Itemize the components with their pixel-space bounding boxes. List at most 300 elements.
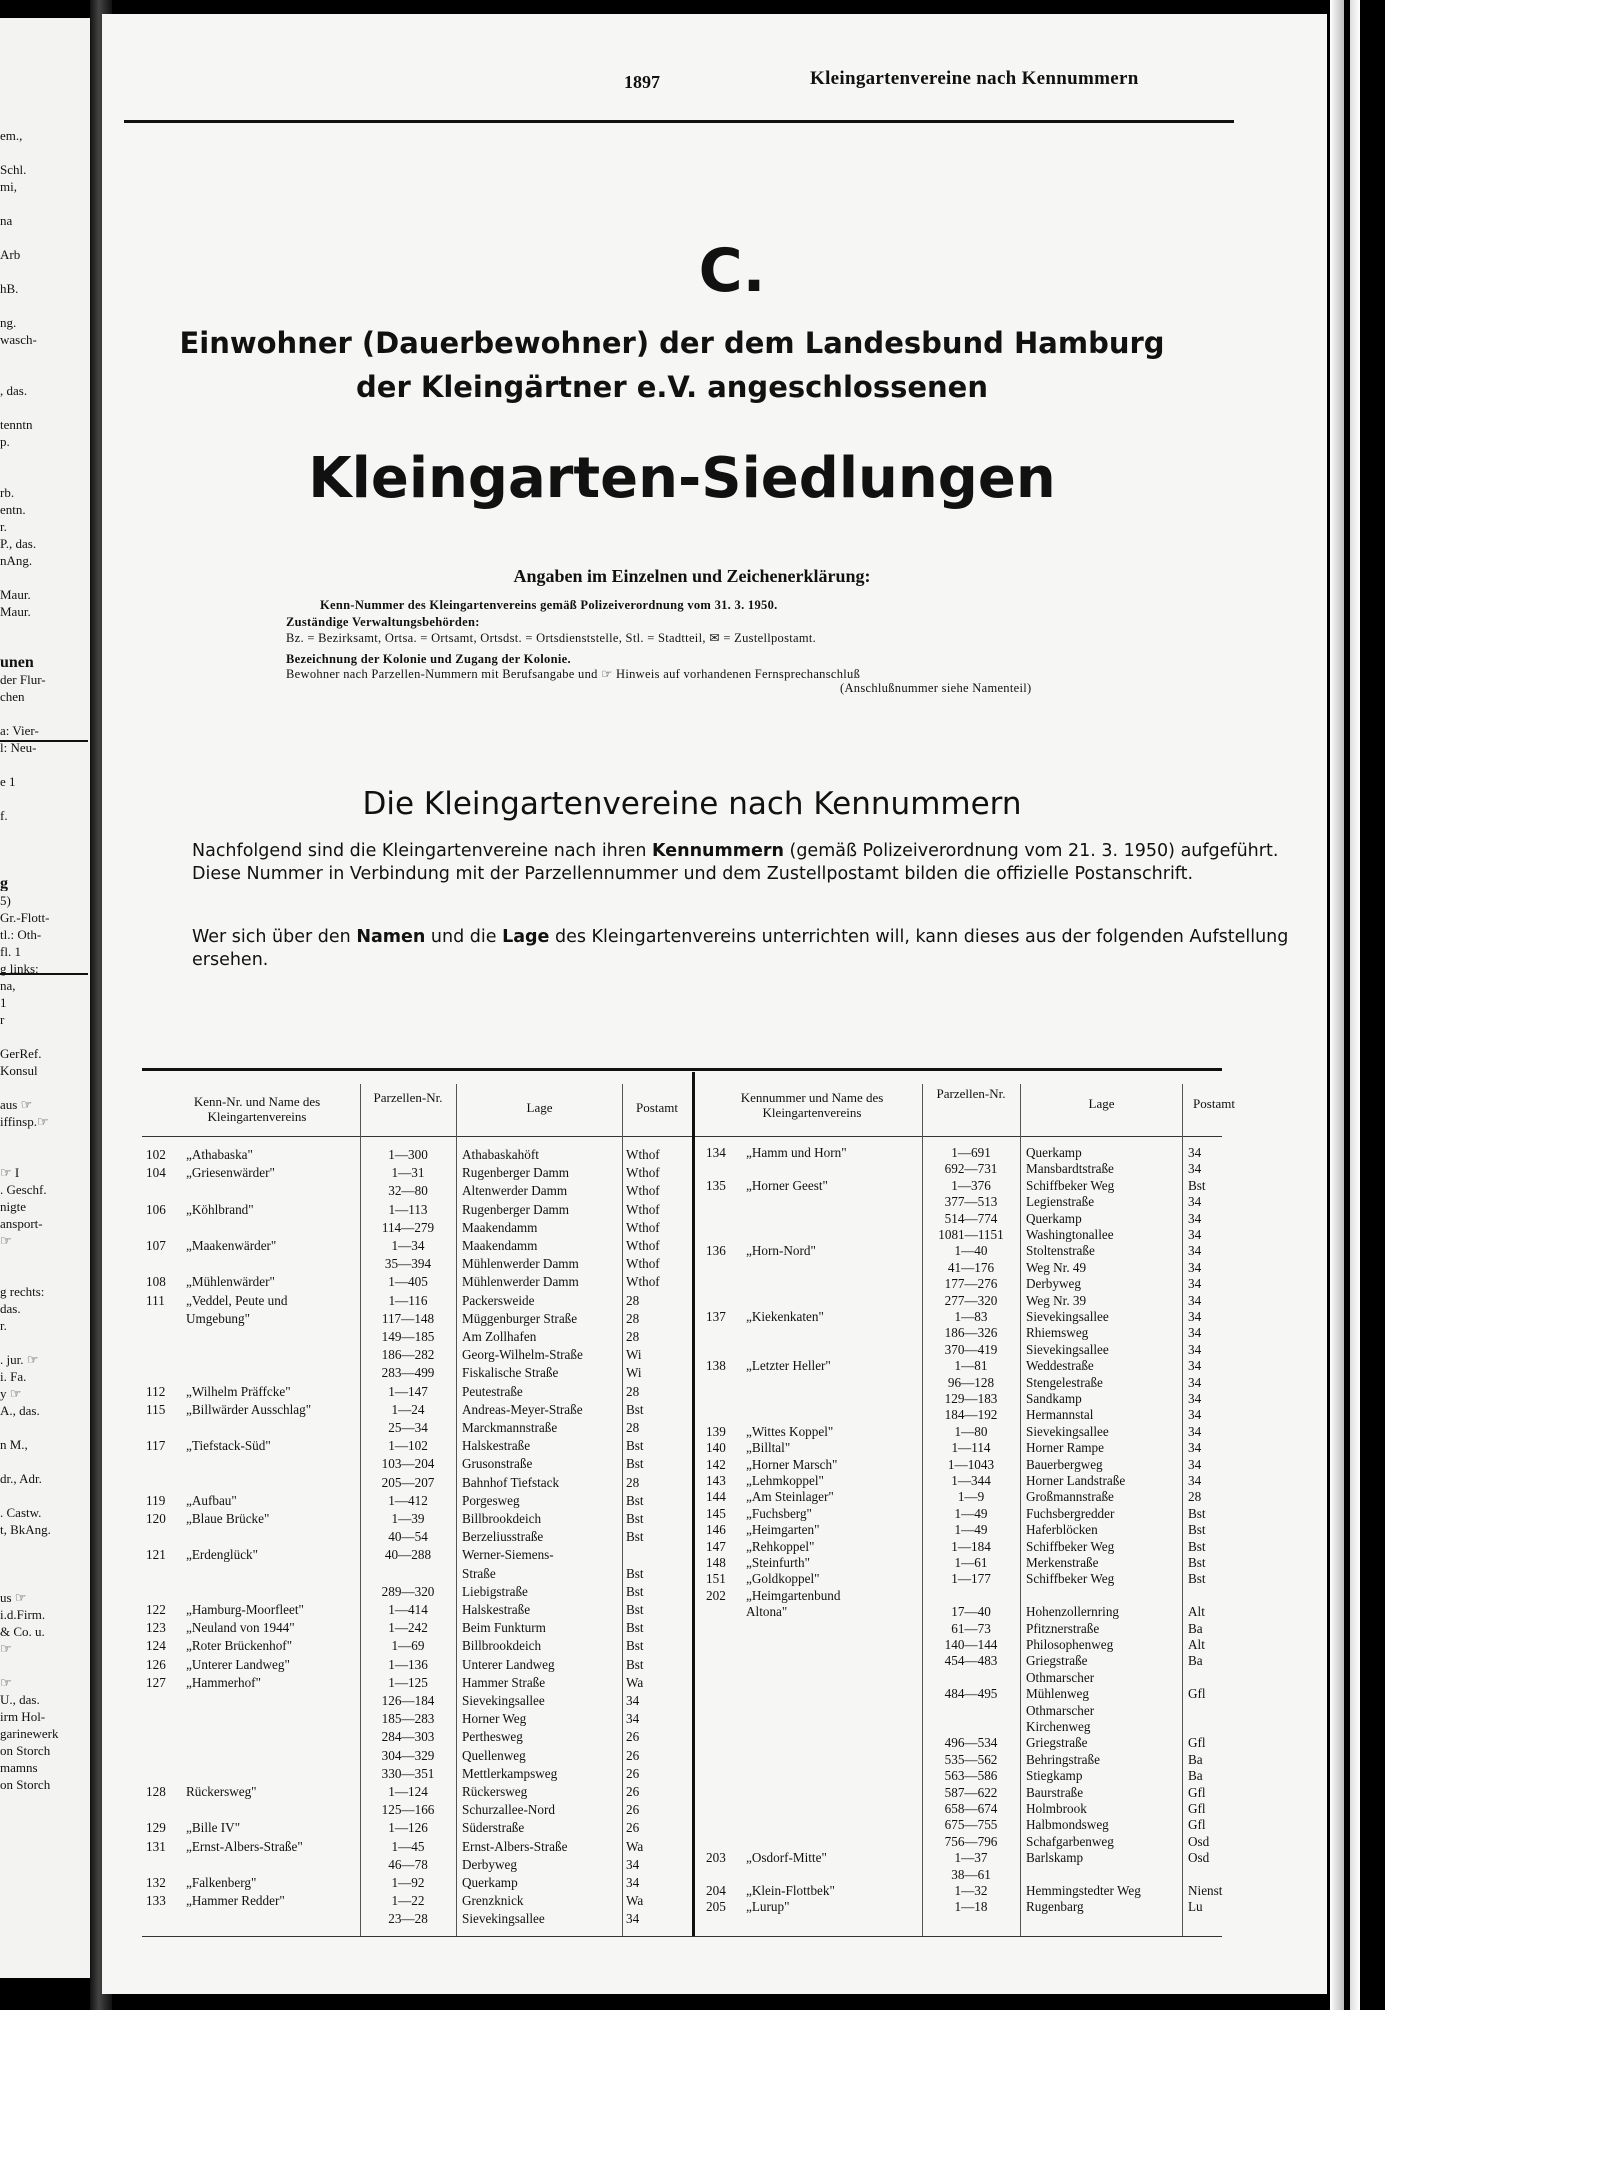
- left-parzellen-nr: 1—124: [388, 1784, 428, 1799]
- left-verein-name: „Neuland von 1944": [186, 1620, 295, 1636]
- right-parzellen-nr: 129—183: [944, 1391, 998, 1406]
- left-parzellen-nr: 1—31: [391, 1165, 425, 1181]
- section-letter: C.: [698, 236, 766, 306]
- page-number: 1897: [624, 72, 660, 92]
- left-lage: Maakendamm: [462, 1219, 538, 1235]
- left-lage: Derbyweg: [462, 1856, 517, 1872]
- left-page-text: iffinsp.☞: [0, 1114, 49, 1129]
- right-verein-name: „Wittes Koppel": [746, 1423, 834, 1439]
- left-parzellen-nr: 283—499: [381, 1365, 435, 1381]
- left-parzellen-nr: 1—242: [388, 1620, 428, 1636]
- left-postamt: 26: [626, 1820, 640, 1836]
- right-lage: Stengelestraße: [1026, 1374, 1103, 1390]
- right-verein-name: „Fuchsberg": [746, 1505, 812, 1521]
- right-postamt: 34: [1188, 1473, 1202, 1488]
- left-kenn-nr: 132: [146, 1875, 166, 1890]
- left-postamt: Bst: [626, 1511, 644, 1526]
- left-parzellen-nr: 103—204: [381, 1456, 435, 1472]
- right-postamt: 34: [1188, 1407, 1202, 1423]
- left-parzellen-nr: 330—351: [381, 1765, 435, 1781]
- left-parzellen-nr: 1—414: [388, 1602, 428, 1617]
- left-lage: Süderstraße: [462, 1820, 525, 1836]
- right-parzellen-nr: 277—320: [944, 1292, 998, 1308]
- right-postamt: 28: [1188, 1489, 1202, 1505]
- left-postamt: Bst: [626, 1656, 644, 1672]
- left-page-text: nAng.: [0, 553, 33, 568]
- left-lage: Werner-Siemens-: [462, 1547, 554, 1563]
- right-verein-name: „Heimgartenbund: [746, 1587, 841, 1603]
- left-postamt: Wthof: [626, 1201, 660, 1217]
- right-lage: Weddestraße: [1026, 1358, 1094, 1374]
- col-header-name-left: Kenn-Nr. und Name des Kleingartenvereins: [193, 1094, 321, 1124]
- left-page-text: GerRef.: [0, 1046, 42, 1061]
- right-kenn-nr: 143: [706, 1473, 726, 1488]
- left-lage: Halskestraße: [462, 1438, 531, 1454]
- left-postamt: 26: [626, 1784, 640, 1799]
- left-kenn-nr: 112: [146, 1383, 166, 1399]
- left-page-text: fl. 1: [0, 944, 21, 959]
- right-kenn-nr: 135: [706, 1177, 726, 1193]
- left-lage: Rugenberger Damm: [462, 1201, 570, 1217]
- left-lage: Horner Weg: [462, 1711, 527, 1727]
- left-page-text: entn.: [0, 502, 26, 517]
- left-verein-name: „Unterer Landweg": [186, 1656, 290, 1672]
- left-lage: Beim Funkturm: [462, 1620, 546, 1636]
- left-kenn-nr: 102: [146, 1147, 166, 1162]
- right-lage: Mansbardtstraße: [1026, 1161, 1114, 1177]
- right-lage: Sievekingsallee: [1026, 1309, 1109, 1324]
- left-kenn-nr: 108: [146, 1274, 166, 1290]
- right-parzellen-nr: 1—177: [951, 1571, 991, 1587]
- left-postamt: 26: [626, 1729, 640, 1745]
- right-postamt: Bst: [1188, 1538, 1206, 1554]
- right-kenn-nr: 136: [706, 1243, 726, 1259]
- left-parzellen-nr: 125—166: [381, 1802, 435, 1818]
- right-kenn-nr: 203: [706, 1850, 726, 1866]
- right-lage: Bauerbergweg: [1026, 1456, 1103, 1472]
- intro-text: Wer sich über den: [192, 927, 357, 947]
- left-page-text: e 1: [0, 774, 16, 789]
- left-parzellen-nr: 25—34: [388, 1420, 428, 1435]
- right-postamt: Ba: [1188, 1653, 1203, 1669]
- left-parzellen-nr: 1—113: [388, 1201, 428, 1217]
- right-kenn-nr: 205: [706, 1899, 726, 1915]
- right-lage: Derbyweg: [1026, 1276, 1081, 1292]
- right-postamt: 34: [1188, 1243, 1202, 1259]
- left-page-text: ☞ I: [0, 1165, 20, 1180]
- right-postamt: Gfl: [1188, 1801, 1206, 1816]
- right-lage: Rhiemsweg: [1026, 1325, 1089, 1341]
- right-postamt: Alt: [1188, 1604, 1205, 1620]
- left-postamt: 28: [626, 1474, 640, 1490]
- left-page-text: mi,: [0, 179, 17, 194]
- right-parzellen-nr: 454—483: [944, 1653, 998, 1669]
- left-lage: Rückersweg: [462, 1784, 528, 1799]
- intro-text: Nachfolgend sind die Kleingartenvereine nach ihren: [192, 841, 652, 861]
- left-page-text: ☞: [0, 1233, 12, 1248]
- left-parzellen-nr: 1—102: [388, 1438, 428, 1454]
- table-top-rule: [142, 1068, 1222, 1071]
- left-lage: Querkamp: [462, 1875, 518, 1890]
- right-lage: Othmarscher: [1026, 1702, 1095, 1718]
- right-lage: Halbmondsweg: [1026, 1817, 1109, 1833]
- right-lage: Rugenbarg: [1026, 1899, 1084, 1915]
- left-verein-name: „Athabaska": [186, 1147, 253, 1162]
- left-postamt: Wthof: [626, 1274, 660, 1290]
- left-page-text: ☞: [0, 1641, 12, 1656]
- left-page-rule: [0, 973, 88, 975]
- right-lage: Hermannstal: [1026, 1407, 1094, 1423]
- right-parzellen-nr: 675—755: [944, 1817, 998, 1833]
- right-postamt: Osd: [1188, 1833, 1210, 1849]
- left-lage: Straße: [462, 1565, 496, 1581]
- right-parzellen-nr: 658—674: [944, 1801, 998, 1816]
- right-lage: Stoltenstraße: [1026, 1243, 1095, 1259]
- right-postamt: 34: [1188, 1194, 1202, 1210]
- left-lage: Billbrookdeich: [462, 1638, 542, 1654]
- left-verein-name: „Ernst-Albers-Straße": [186, 1838, 303, 1854]
- right-lage: Schiffbeker Weg: [1026, 1177, 1115, 1193]
- right-parzellen-nr: 514—774: [944, 1210, 998, 1226]
- col-header-lage-left: Lage: [526, 1100, 553, 1115]
- right-parzellen-nr: 186—326: [944, 1325, 998, 1341]
- right-parzellen-nr: 17—40: [951, 1604, 991, 1620]
- right-lage: Schiffbeker Weg: [1026, 1571, 1115, 1587]
- col-header-name-right: Kennummer und Name des Kleingartenvereins: [740, 1090, 884, 1120]
- left-page-text: y ☞: [0, 1386, 22, 1401]
- left-kenn-nr: 128: [146, 1784, 166, 1799]
- right-kenn-nr: 140: [706, 1440, 726, 1456]
- right-kenn-nr: 204: [706, 1883, 726, 1898]
- left-page-text: mamns: [0, 1760, 38, 1775]
- right-postamt: 34: [1188, 1440, 1202, 1456]
- left-verein-name: „Mühlenwärder": [186, 1274, 275, 1290]
- left-lage: Mühlenwerder Damm: [462, 1274, 579, 1290]
- left-postamt: Wi: [626, 1347, 642, 1363]
- left-verein-name: „Billwärder Ausschlag": [186, 1401, 312, 1417]
- left-parzellen-nr: 23—28: [388, 1911, 428, 1927]
- right-lage: Haferblöcken: [1026, 1522, 1098, 1538]
- right-verein-name: „Goldkoppel": [746, 1571, 820, 1587]
- left-page-text: U., das.: [0, 1692, 40, 1707]
- legend-line-3: Bz. = Bezirksamt, Ortsa. = Ortsamt, Ortsdst. = Ortsdienststelle, Stl. = Stadtteil, ✉ = Zustellpostamt.: [286, 631, 817, 645]
- left-page-text: na,: [0, 978, 16, 993]
- left-page-rule: [0, 740, 88, 742]
- left-postamt: 26: [626, 1802, 640, 1818]
- right-postamt: Ba: [1188, 1768, 1203, 1784]
- right-parzellen-nr: 563—586: [944, 1768, 998, 1784]
- left-parzellen-nr: 114—279: [381, 1219, 435, 1235]
- left-lage: Rugenberger Damm: [462, 1165, 570, 1181]
- right-verein-name: „Horner Geest": [746, 1177, 828, 1193]
- left-postamt: Bst: [626, 1602, 644, 1617]
- left-page-text: a: Vier-: [0, 723, 39, 738]
- left-postamt: Bst: [626, 1583, 644, 1599]
- right-postamt: Bst: [1188, 1571, 1206, 1587]
- left-kenn-nr: 129: [146, 1820, 166, 1836]
- col-header-postamt-left: Postamt: [636, 1100, 678, 1115]
- right-kenn-nr: 146: [706, 1522, 726, 1538]
- left-page-text: chen: [0, 689, 25, 704]
- left-verein-name: „Hamburg-Moorfleet": [186, 1602, 304, 1617]
- left-postamt: Bst: [626, 1620, 644, 1636]
- left-page-text: na: [0, 213, 13, 228]
- right-parzellen-nr: 496—534: [944, 1735, 998, 1751]
- left-verein-name: „Veddel, Peute und: [186, 1292, 288, 1308]
- left-lage: Sievekingsallee: [462, 1911, 545, 1927]
- right-lage: Horner Landstraße: [1026, 1473, 1126, 1488]
- left-lage: Berzeliusstraße: [462, 1529, 544, 1545]
- left-postamt: Bst: [626, 1438, 644, 1454]
- left-page-text: P., das.: [0, 536, 37, 551]
- right-lage: Philosophenweg: [1026, 1637, 1114, 1652]
- right-lage: Griegstraße: [1026, 1653, 1088, 1669]
- right-parzellen-nr: 1—40: [954, 1243, 988, 1259]
- left-postamt: Bst: [626, 1401, 644, 1417]
- right-parzellen-nr: 38—61: [951, 1866, 991, 1882]
- left-parzellen-nr: 185—283: [381, 1711, 435, 1727]
- left-page-text: em.,: [0, 128, 23, 143]
- legend-line-6: (Anschlußnummer siehe Namenteil): [840, 681, 1032, 695]
- left-page-text: . Castw.: [0, 1505, 42, 1520]
- left-verein-name: „Aufbau": [186, 1492, 237, 1508]
- intro-paragraph-1: [192, 840, 1312, 886]
- left-lage: Mühlenwerder Damm: [462, 1256, 579, 1272]
- right-lage: Hohenzollernring: [1026, 1604, 1120, 1620]
- right-lage: Legienstraße: [1026, 1194, 1095, 1210]
- right-kenn-nr: 148: [706, 1555, 726, 1570]
- right-parzellen-nr: 692—731: [944, 1161, 998, 1177]
- right-parzellen-nr: 1—376: [951, 1177, 991, 1193]
- left-page-text: garinewerk: [0, 1726, 59, 1741]
- table-divider-right-2: [1020, 1084, 1021, 1936]
- left-lage: Marckmannstraße: [462, 1420, 558, 1435]
- right-parzellen-nr: 140—144: [944, 1637, 998, 1652]
- left-page-fragment: [0, 18, 90, 1978]
- left-postamt: Bst: [626, 1529, 644, 1545]
- left-kenn-nr: 120: [146, 1511, 166, 1526]
- right-parzellen-nr: 1—61: [954, 1555, 988, 1570]
- left-lage: Andreas-Meyer-Straße: [462, 1401, 583, 1417]
- right-postamt: 34: [1188, 1161, 1202, 1177]
- legend-line-4: Bezeichnung der Kolonie und Zugang der Kolonie.: [286, 652, 571, 666]
- left-postamt: 34: [626, 1856, 640, 1872]
- left-page-text: i.d.Firm.: [0, 1607, 46, 1622]
- left-lage: Bahnhof Tiefstack: [462, 1474, 560, 1490]
- left-parzellen-nr: 1—34: [391, 1238, 425, 1253]
- left-postamt: Wa: [626, 1893, 644, 1909]
- title-line-2: der Kleingärtner e.V. angeschlossenen: [356, 370, 988, 404]
- intro-bold: Namen: [356, 927, 426, 947]
- left-parzellen-nr: 1—116: [388, 1292, 428, 1308]
- intro-text: (gemäß Polizeiverordnung vom 21. 3. 1950) aufgeführt. Diese Nummer in Verbindung mit der Parzellennummer und dem Zustellpostamt bilden die offizielle Postanschrift.: [192, 841, 1279, 884]
- left-lage: Am Zollhafen: [462, 1329, 537, 1344]
- left-lage: Peutestraße: [462, 1383, 523, 1399]
- right-parzellen-nr: 184—192: [944, 1407, 998, 1423]
- left-parzellen-nr: 1—69: [391, 1638, 425, 1654]
- main-title: Kleingarten-Siedlungen: [308, 446, 1056, 511]
- left-parzellen-nr: 1—39: [391, 1511, 425, 1526]
- right-postamt: 34: [1188, 1145, 1202, 1160]
- right-lage: Schafgarbenweg: [1026, 1833, 1114, 1849]
- left-lage: Müggenburger Straße: [462, 1310, 578, 1326]
- right-lage: Mühlenweg: [1026, 1686, 1089, 1702]
- left-page-text: . jur. ☞: [0, 1352, 39, 1367]
- left-postamt: Wthof: [626, 1147, 660, 1162]
- left-parzellen-nr: 40—54: [388, 1529, 428, 1545]
- right-parzellen-nr: 1—18: [954, 1899, 988, 1915]
- page: [102, 14, 1327, 1994]
- col-header-parzellen-right: Parzellen-Nr.: [936, 1086, 1006, 1101]
- intro-text: des Kleingartenvereins unterrichten will, kann dieses aus der folgenden Aufstellung ersehen.: [192, 927, 1289, 970]
- left-parzellen-nr: 1—136: [388, 1656, 428, 1672]
- right-parzellen-nr: 587—622: [944, 1784, 998, 1800]
- left-kenn-nr: 106: [146, 1201, 166, 1217]
- right-parzellen-nr: 484—495: [944, 1686, 998, 1702]
- right-parzellen-nr: 1—83: [954, 1309, 988, 1324]
- right-parzellen-nr: 1—32: [954, 1883, 988, 1898]
- left-lage: Ernst-Albers-Straße: [462, 1838, 568, 1854]
- left-postamt: Bst: [626, 1456, 644, 1472]
- intro-paragraph-2: [192, 926, 1312, 972]
- left-page-text: A., das.: [0, 1403, 40, 1418]
- right-verein-name: „Lurup": [746, 1899, 790, 1915]
- left-page-text: irm Hol-: [0, 1709, 46, 1724]
- right-verein-name: „Am Steinlager": [746, 1489, 834, 1505]
- table-divider-left-3: [622, 1084, 623, 1936]
- col-header-postamt-right: Postamt: [1193, 1096, 1235, 1111]
- left-verein-name: „Hammer Redder": [186, 1893, 285, 1909]
- left-page-text: aus ☞: [0, 1097, 33, 1112]
- left-postamt: 28: [626, 1292, 640, 1308]
- left-parzellen-nr: 35—394: [384, 1256, 432, 1272]
- right-postamt: 34: [1188, 1423, 1202, 1439]
- left-page-text: Gr.-Flott-: [0, 910, 50, 925]
- right-lage: Baurstraße: [1026, 1784, 1084, 1800]
- left-kenn-nr: 117: [146, 1438, 166, 1454]
- right-postamt: Lu: [1188, 1899, 1203, 1915]
- left-page-text: g: [0, 876, 8, 891]
- right-parzellen-nr: 1—49: [954, 1505, 988, 1521]
- right-lage: Pfitznerstraße: [1026, 1620, 1100, 1636]
- intro-bold: Lage: [502, 927, 550, 947]
- left-parzellen-nr: 40—288: [384, 1547, 432, 1563]
- left-page-text: der Flur-: [0, 672, 46, 687]
- left-verein-name: „Roter Brückenhof": [186, 1638, 293, 1654]
- left-lage: Packersweide: [462, 1292, 535, 1308]
- right-postamt: 34: [1188, 1374, 1202, 1390]
- left-postamt: 34: [626, 1693, 640, 1708]
- left-verein-name: „Maakenwärder": [186, 1238, 277, 1253]
- left-parzellen-nr: 1—45: [391, 1838, 425, 1854]
- left-kenn-nr: 107: [146, 1238, 166, 1253]
- left-page-text: . Geschf.: [0, 1182, 47, 1197]
- legend-heading: Angaben im Einzelnen und Zeichenerklärung:: [513, 566, 871, 586]
- left-lage: Quellenweg: [462, 1747, 526, 1763]
- left-parzellen-nr: 1—300: [388, 1147, 428, 1162]
- left-postamt: Bst: [626, 1565, 644, 1581]
- right-postamt: Bst: [1188, 1177, 1206, 1193]
- left-parzellen-nr: 1—125: [388, 1674, 428, 1690]
- col-header-lage-right: Lage: [1088, 1096, 1115, 1111]
- left-page-text: hB.: [0, 281, 19, 296]
- right-lage: Stiegkamp: [1026, 1768, 1083, 1784]
- left-postamt: 34: [626, 1711, 640, 1727]
- left-page-text: r.: [0, 1318, 7, 1333]
- right-lage: Holmbrook: [1026, 1801, 1087, 1816]
- left-verein-name: „Erdenglück": [186, 1547, 259, 1563]
- right-parzellen-nr: 1—691: [951, 1145, 991, 1160]
- left-parzellen-nr: 1—22: [391, 1893, 425, 1909]
- right-verein-name: „Klein-Flottbek": [746, 1883, 835, 1898]
- left-kenn-nr: 126: [146, 1656, 166, 1672]
- right-parzellen-nr: 1—9: [957, 1489, 985, 1505]
- left-kenn-nr: 115: [146, 1401, 166, 1417]
- right-postamt: Gfl: [1188, 1735, 1206, 1751]
- left-parzellen-nr: 186—282: [381, 1347, 435, 1363]
- right-parzellen-nr: 1—114: [951, 1440, 991, 1456]
- right-parzellen-nr: 370—419: [944, 1341, 998, 1357]
- right-postamt: Gfl: [1188, 1784, 1206, 1800]
- right-kenn-nr: 202: [706, 1587, 726, 1603]
- left-page-text: Maur.: [0, 587, 31, 602]
- left-page-text: Arb: [0, 247, 21, 262]
- left-postamt: Wthof: [626, 1256, 660, 1272]
- left-lage: Porgesweg: [462, 1492, 520, 1508]
- left-page-text: g links:: [0, 961, 39, 976]
- left-page-text: dr., Adr.: [0, 1471, 42, 1486]
- left-lage: Mettlerkampsweg: [462, 1765, 558, 1781]
- left-lage: Grusonstraße: [462, 1456, 533, 1472]
- right-lage: Schiffbeker Weg: [1026, 1538, 1115, 1554]
- left-postamt: 28: [626, 1383, 640, 1399]
- left-page-text: tl.: Oth-: [0, 927, 42, 942]
- left-parzellen-nr: 1—24: [391, 1401, 425, 1417]
- right-verein-name: „Osdorf-Mitte": [746, 1850, 827, 1866]
- left-kenn-nr: 122: [146, 1602, 166, 1617]
- right-postamt: Gfl: [1188, 1817, 1206, 1833]
- left-page-text: f.: [0, 808, 8, 823]
- right-parzellen-nr: 1—49: [954, 1522, 988, 1538]
- left-page-text: 5): [0, 893, 11, 908]
- left-page-text: ng.: [0, 315, 17, 330]
- left-page-text: i. Fa.: [0, 1369, 27, 1384]
- right-postamt: 34: [1188, 1276, 1202, 1292]
- left-verein-name: „Hammerhof": [186, 1674, 261, 1690]
- right-lage: Sievekingsallee: [1026, 1423, 1109, 1439]
- intro-text: und die: [425, 927, 503, 947]
- left-verein-name: „Blaue Brücke": [186, 1511, 270, 1526]
- right-parzellen-nr: 41—176: [947, 1259, 995, 1275]
- page-edge: [1330, 0, 1344, 2010]
- left-page-text: wasch-: [0, 332, 37, 347]
- title-line-1: Einwohner (Dauerbewohner) der dem Landesbund Hamburg: [179, 326, 1165, 360]
- right-lage: Merkenstraße: [1026, 1555, 1099, 1570]
- left-postamt: Wthof: [626, 1183, 660, 1199]
- table-bottom-rule: [142, 1936, 1222, 1937]
- right-lage: Washingtonallee: [1026, 1227, 1114, 1242]
- right-verein-name: „Steinfurth": [746, 1555, 810, 1570]
- legend-line-5: Bewohner nach Parzellen-Nummern mit Berufsangabe und ☞ Hinweis auf vorhandenen Fernsprechanschluß: [286, 667, 861, 681]
- right-lage: Querkamp: [1026, 1145, 1082, 1160]
- section-title: Die Kleingartenvereine nach Kennummern: [362, 786, 1022, 822]
- left-page-text: Schl.: [0, 162, 27, 177]
- right-kenn-nr: 144: [706, 1489, 726, 1505]
- left-parzellen-nr: 289—320: [381, 1583, 435, 1599]
- left-verein-name: Umgebung": [186, 1310, 250, 1326]
- table-center-divider: [692, 1072, 695, 1936]
- left-page-text: ☞: [0, 1675, 12, 1690]
